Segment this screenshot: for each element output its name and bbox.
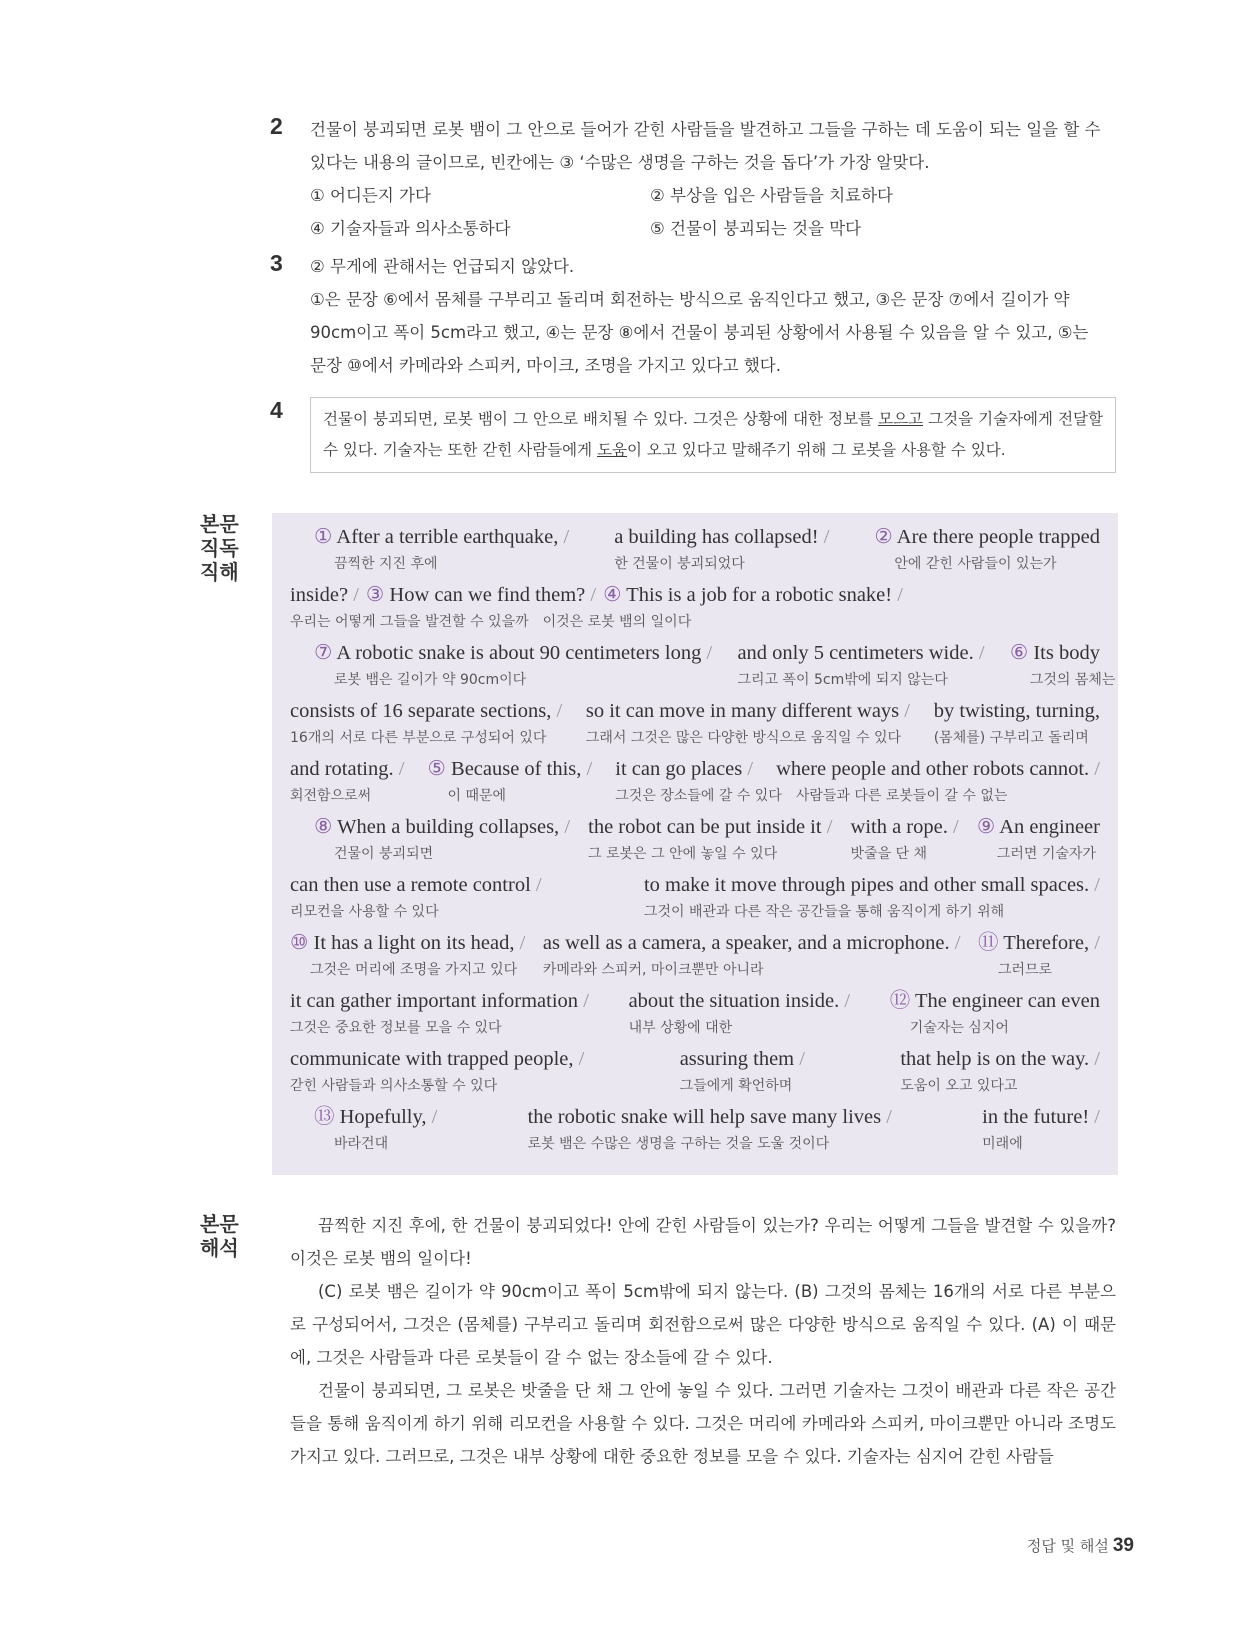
label-line: 직독 xyxy=(200,536,239,560)
korean-gloss-line xyxy=(290,899,1100,921)
english-chunk: as well as a camera, a speaker, and a microphone. / xyxy=(542,932,961,954)
english-chunk: assuring them / xyxy=(679,1048,805,1070)
korean-gloss: 그래서 그것은 많은 다양한 방식으로 움직일 수 있다 xyxy=(585,730,902,746)
passage-line xyxy=(290,523,1100,581)
chunk-slash: / xyxy=(398,758,405,780)
chunk-slash: / xyxy=(353,584,359,606)
underlined-blank: 모으고 xyxy=(878,410,924,428)
korean-gloss: 이것은 로봇 뱀의 일이다 xyxy=(542,614,692,630)
korean-gloss: 회전함으로써 xyxy=(290,788,372,804)
option: ② 부상을 입은 사람들을 치료하다 xyxy=(650,186,893,205)
chunk-slash: / xyxy=(826,816,833,838)
option: ① 어디든지 가다 xyxy=(310,186,431,205)
translation-paragraph: 끔찍한 지진 후에, 한 건물이 붕괴되었다! 안에 갇힌 사람들이 있는가? 우리는 어떻게 그들을 발견할 수 있을까? 이것은 로봇 뱀의 일이다! xyxy=(290,1216,1116,1268)
question-body xyxy=(310,397,1116,473)
english-line xyxy=(290,1045,1100,1073)
question-body xyxy=(310,250,1116,382)
question-number: 3 xyxy=(270,250,283,276)
sentence-number: ⑬ xyxy=(314,1106,335,1128)
english-chunk: ⑤ Because of this, / xyxy=(427,758,593,780)
korean-gloss: 16개의 서로 다른 부분으로 구성되어 있다 xyxy=(290,730,547,746)
english-chunk: the robot can be put inside it / xyxy=(588,816,833,838)
chunk-slash: / xyxy=(583,990,589,1012)
korean-gloss-line xyxy=(290,1131,1100,1153)
chunk-slash: / xyxy=(586,758,593,780)
english-line xyxy=(290,987,1100,1015)
passage-line xyxy=(290,871,1100,929)
english-chunk: ⑬ Hopefully, / xyxy=(314,1106,438,1128)
english-line xyxy=(290,697,1100,725)
translation-paragraph: (C) 로봇 뱀은 길이가 약 90cm이고 폭이 5cm밖에 되지 않는다. (B) 그것의 몸체는 16개의 서로 다른 부분으로 구성되어서, 그것은 (몸체를) 구부리고 돌리며 회전함으로써 많은 다양한 방식으로 움직일 수 있다. (A) 이 때문에, 그것은 사람들과 다른 로봇들이 갈 수 없는 장소들에 갈 수 있다. xyxy=(290,1282,1116,1367)
sentence-number: ④ xyxy=(603,584,622,606)
english-chunk: it can gather important information / xyxy=(290,990,589,1012)
english-chunk: ⑦ A robotic snake is about 90 centimeters long / xyxy=(314,642,713,664)
passage-lines xyxy=(290,523,1116,1161)
answer-text: 건물이 붕괴되면 로봇 뱀이 그 안으로 들어가 갇힌 사람들을 발견하고 그들을 구하는 데 도움이 되는 일을 할 수 xyxy=(310,120,1101,139)
passage-line xyxy=(290,639,1116,697)
korean-gloss: 로봇 뱀은 길이가 약 90cm이다 xyxy=(334,672,527,688)
sentence-number: ⑦ xyxy=(314,642,333,664)
option: ⑤ 건물이 붕괴되는 것을 막다 xyxy=(650,219,862,238)
chunk-slash: / xyxy=(706,642,713,664)
english-chunk: ① After a terrible earthquake, / xyxy=(314,526,570,548)
korean-gloss: 리모컨을 사용할 수 있다 xyxy=(290,904,439,920)
chunk-slash: / xyxy=(1094,1106,1100,1128)
korean-gloss: 우리는 어떻게 그들을 발견할 수 있을까 xyxy=(290,614,529,630)
korean-gloss-line xyxy=(290,783,1100,805)
english-line xyxy=(290,1103,1100,1131)
korean-gloss: 건물이 붕괴되면 xyxy=(334,846,434,862)
chunk-slash: / xyxy=(535,874,542,896)
korean-gloss: 사람들과 다른 로봇들이 갈 수 없는 xyxy=(795,788,1008,804)
passage-line xyxy=(290,1103,1100,1161)
english-chunk: about the situation inside. / xyxy=(628,990,851,1012)
korean-gloss: 그것은 중요한 정보를 모을 수 있다 xyxy=(290,1020,502,1036)
korean-gloss: 그것은 머리에 조명을 가지고 있다 xyxy=(310,962,518,978)
section-label-passage xyxy=(200,512,239,584)
page-number: 39 xyxy=(1112,1535,1134,1556)
korean-gloss: 그것이 배관과 다른 작은 공간들을 통해 움직이게 하기 위해 xyxy=(643,904,1005,920)
korean-gloss-line xyxy=(290,551,1100,573)
english-chunk: ⑪ Therefore, / xyxy=(977,932,1100,954)
english-line xyxy=(290,581,1100,609)
chunk-slash: / xyxy=(823,526,830,548)
english-chunk: by twisting, turning, xyxy=(933,700,1100,722)
english-chunk: a building has collapsed! / xyxy=(614,526,830,548)
english-chunk: that help is on the way. / xyxy=(900,1048,1100,1070)
english-chunk: and only 5 centimeters wide. / xyxy=(737,642,985,664)
english-chunk: the robotic snake will help save many lives / xyxy=(527,1106,892,1128)
chunk-slash: / xyxy=(954,932,961,954)
english-chunk: to make it move through pipes and other small spaces. / xyxy=(643,874,1100,896)
question-3 xyxy=(270,250,1116,382)
sentence-number: ⑧ xyxy=(314,816,333,838)
korean-gloss: 그러면 기술자가 xyxy=(996,846,1096,862)
sentence-number: ⑤ xyxy=(427,758,446,780)
chunk-slash: / xyxy=(578,1048,585,1070)
chunk-slash: / xyxy=(1094,932,1100,954)
option-list xyxy=(310,179,1116,245)
korean-gloss: 그들에게 확언하며 xyxy=(679,1078,793,1094)
question-4 xyxy=(270,397,1116,473)
passage-box xyxy=(272,513,1118,1175)
chunk-slash: / xyxy=(799,1048,805,1070)
summary-box xyxy=(310,397,1116,473)
chunk-slash: / xyxy=(519,932,526,954)
footer-label: 정답 및 해설 xyxy=(1026,1537,1109,1555)
chunk-slash: / xyxy=(556,700,563,722)
chunk-slash: / xyxy=(1094,874,1100,896)
english-line xyxy=(290,639,1100,667)
sentence-number: ③ xyxy=(365,584,385,606)
korean-gloss: 그 로봇은 그 안에 놓일 수 있다 xyxy=(588,846,778,862)
english-chunk: inside? / xyxy=(290,584,359,606)
passage-line xyxy=(290,581,1100,639)
korean-gloss: 그것은 장소들에 갈 수 있다 xyxy=(615,788,782,804)
korean-gloss: 바라건대 xyxy=(334,1136,389,1152)
question-number: 2 xyxy=(270,113,283,139)
korean-gloss: 안에 갇힌 사람들이 있는가 xyxy=(894,556,1057,572)
english-chunk: ⑩ It has a light on its head, / xyxy=(290,932,526,954)
english-chunk: ③ How can we find them? / xyxy=(365,584,597,606)
sentence-number: ⑩ xyxy=(290,932,309,954)
answer-text: 문장 ⑩에서 카메라와 스피커, 마이크, 조명을 가지고 있다고 했다. xyxy=(310,356,781,375)
answer-text: ② 무게에 관해서는 언급되지 않았다. xyxy=(310,257,575,276)
label-line: 직해 xyxy=(200,560,239,584)
answer-text: ①은 문장 ⑥에서 몸체를 구부리고 돌리며 회전하는 방식으로 움직인다고 했고, ③은 문장 ⑦에서 길이가 약 xyxy=(310,290,1070,309)
option: ④ 기술자들과 의사소통하다 xyxy=(310,219,511,238)
passage-line xyxy=(290,697,1100,755)
english-chunk: ⑫ The engineer can even xyxy=(889,990,1100,1012)
english-chunk: can then use a remote control / xyxy=(290,874,542,896)
chunk-slash: / xyxy=(564,816,571,838)
english-line xyxy=(290,523,1100,551)
answer-text: 있다는 내용의 글이므로, 빈칸에는 ③ ‘수많은 생명을 구하는 것을 돕다’가 가장 알맞다. xyxy=(310,153,930,172)
korean-gloss: 미래에 xyxy=(982,1136,1023,1152)
summary-text: 이 오고 있다고 말해주기 위해 그 로봇을 사용할 수 있다. xyxy=(627,441,1006,459)
sentence-number: ⑨ xyxy=(976,816,996,838)
korean-gloss-line xyxy=(290,725,1100,747)
korean-gloss: 그것의 몸체는 xyxy=(1029,672,1116,688)
label-line: 해석 xyxy=(200,1236,239,1260)
question-number: 4 xyxy=(270,397,283,423)
section-label-translation xyxy=(200,1212,239,1260)
korean-gloss: 기술자는 심지어 xyxy=(909,1020,1009,1036)
translation xyxy=(290,1209,1116,1473)
english-line xyxy=(290,813,1100,841)
korean-gloss: 밧줄을 단 채 xyxy=(850,846,928,862)
korean-gloss-line xyxy=(290,841,1100,863)
label-line: 본문 xyxy=(200,1212,239,1236)
chunk-slash: / xyxy=(844,990,851,1012)
korean-gloss: 카메라와 스피커, 마이크뿐만 아니라 xyxy=(542,962,764,978)
korean-gloss-line xyxy=(290,1015,1100,1037)
english-line xyxy=(290,871,1100,899)
summary-text: 건물이 붕괴되면, 로봇 뱀이 그 안으로 배치될 수 있다. 그것은 상황에 대한 정보를 xyxy=(323,410,879,428)
question-body xyxy=(310,113,1116,245)
korean-gloss-line xyxy=(290,609,1100,631)
korean-gloss: 갇힌 사람들과 의사소통할 수 있다 xyxy=(290,1078,498,1094)
korean-gloss-line xyxy=(290,957,1100,979)
sentence-number: ① xyxy=(314,526,333,548)
english-chunk: ⑧ When a building collapses, / xyxy=(314,816,571,838)
chunk-slash: / xyxy=(897,584,903,606)
chunk-slash: / xyxy=(978,642,985,664)
english-chunk: in the future! / xyxy=(982,1106,1100,1128)
sentence-number: ② xyxy=(874,526,893,548)
english-chunk: it can go places / xyxy=(615,758,754,780)
sentence-number: ⑪ xyxy=(977,932,999,954)
korean-gloss: 로봇 뱀은 수많은 생명을 구하는 것을 도울 것이다 xyxy=(527,1136,830,1152)
underlined-blank: 도움 xyxy=(597,441,628,459)
english-chunk: where people and other robots cannot. / xyxy=(776,758,1100,780)
korean-gloss: 그러므로 xyxy=(997,962,1053,978)
english-chunk: ⑥ Its body xyxy=(1009,642,1100,664)
korean-gloss: 그리고 폭이 5cm밖에 되지 않는다 xyxy=(737,672,948,688)
english-line xyxy=(290,755,1100,783)
korean-gloss: 끔찍한 지진 후에 xyxy=(334,556,438,572)
sentence-number: ⑥ xyxy=(1009,642,1029,664)
chunk-slash: / xyxy=(886,1106,892,1128)
chunk-slash: / xyxy=(563,526,570,548)
passage-line xyxy=(290,987,1100,1045)
english-chunk: communicate with trapped people, / xyxy=(290,1048,585,1070)
korean-gloss: 도움이 오고 있다고 xyxy=(900,1078,1018,1094)
korean-gloss: 한 건물이 붕괴되었다 xyxy=(614,556,745,572)
passage-line xyxy=(290,813,1100,871)
summary-text: 그것을 기술자에게 전달할 수 있다. 기술자는 또한 갇힌 사람들에게 xyxy=(323,410,1103,459)
chunk-slash: / xyxy=(1094,758,1100,780)
question-2 xyxy=(270,113,1116,245)
korean-gloss-line xyxy=(290,1073,1100,1095)
english-chunk: ④ This is a job for a robotic snake! / xyxy=(603,584,903,606)
english-chunk: ② Are there people trapped xyxy=(874,526,1100,548)
korean-gloss: (몸체를) 구부리고 돌리며 xyxy=(933,730,1089,746)
english-chunk: ⑨ An engineer xyxy=(976,816,1100,838)
korean-gloss: 내부 상황에 대한 xyxy=(628,1020,733,1036)
chunk-slash: / xyxy=(1094,1048,1100,1070)
passage-line xyxy=(290,755,1100,813)
english-chunk: and rotating. / xyxy=(290,758,405,780)
passage-line xyxy=(290,929,1100,987)
korean-gloss-line xyxy=(290,667,1116,689)
sentence-number: ⑫ xyxy=(889,990,911,1012)
label-line: 본문 xyxy=(200,512,239,536)
chunk-slash: / xyxy=(590,584,597,606)
translation-paragraph: 건물이 붕괴되면, 그 로봇은 밧줄을 단 채 그 안에 놓일 수 있다. 그러면 기술자는 그것이 배관과 다른 작은 공간들을 통해 움직이게 하기 위해 리모컨을 사용할 수 있다. 그것은 머리에 카메라와 스피커, 마이크뿐만 아니라 조명도 가지고 있다. 그러므로, 그것은 내부 상황에 대한 중요한 정보를 모을 수 있다. 기술자는 심지어 갇힌 사람들 xyxy=(290,1381,1116,1466)
english-line xyxy=(290,929,1100,957)
korean-gloss: 이 때문에 xyxy=(447,788,507,804)
english-chunk: with a rope. / xyxy=(850,816,959,838)
english-chunk: consists of 16 separate sections, / xyxy=(290,700,563,722)
chunk-slash: / xyxy=(747,758,754,780)
english-chunk: so it can move in many different ways / xyxy=(585,700,910,722)
chunk-slash: / xyxy=(904,700,910,722)
chunk-slash: / xyxy=(953,816,959,838)
passage-line xyxy=(290,1045,1100,1103)
page-footer xyxy=(1027,1535,1134,1557)
chunk-slash: / xyxy=(431,1106,438,1128)
answer-text: 90cm이고 폭이 5cm라고 했고, ④는 문장 ⑧에서 건물이 붕괴된 상황에서 사용될 수 있음을 알 수 있고, ⑤는 xyxy=(310,323,1089,342)
